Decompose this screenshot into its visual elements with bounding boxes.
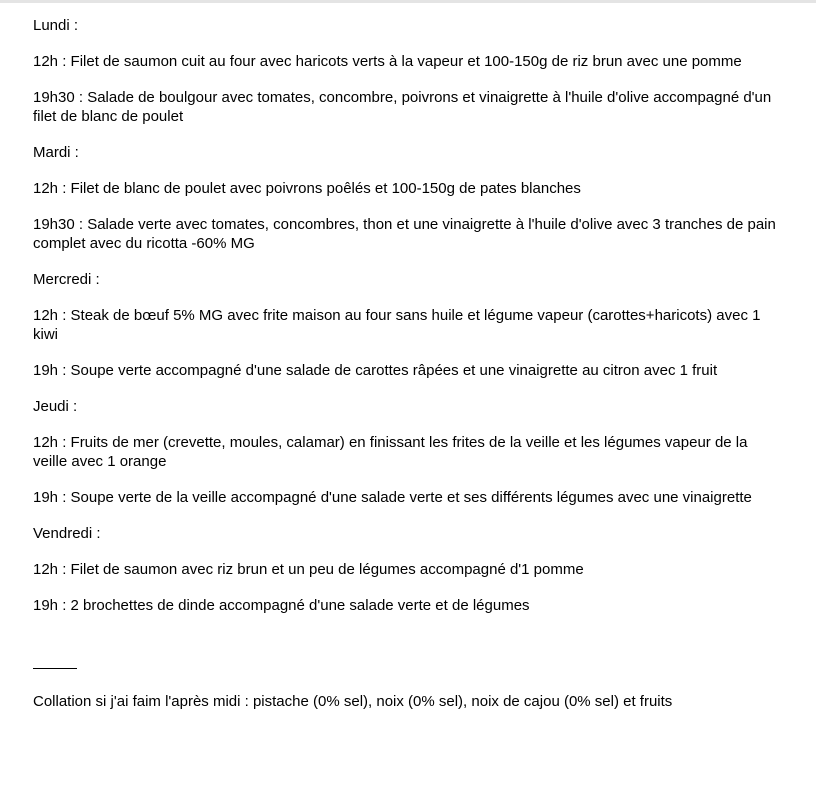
- meal-vendredi-midi: 12h : Filet de saumon avec riz brun et un peu de légumes accompagné d'1 pomme: [33, 561, 584, 578]
- document-page: [33, 16, 783, 728]
- meal-jeudi-midi: 12h : Fruits de mer (crevette, moules, calamar) en finissant les frites de la veille et les légumes vapeur de la veille avec 1 orange: [33, 434, 748, 470]
- blank-space: [33, 632, 783, 668]
- meal-mercredi-soir: 19h : Soupe verte accompagné d'une salade de carottes râpées et une vinaigrette au citron avec 1 fruit: [33, 362, 718, 379]
- day-heading-mercredi: Mercredi :: [33, 271, 100, 288]
- day-heading-jeudi: Jeudi :: [33, 398, 78, 415]
- meal-jeudi-soir: 19h : Soupe verte de la veille accompagné d'une salade verte et ses différents légumes avec une vinaigrette: [33, 489, 752, 506]
- day-heading-lundi: Lundi :: [33, 17, 79, 34]
- meal-mercredi-midi: 12h : Steak de bœuf 5% MG avec frite maison au four sans huile et légume vapeur (carottes+haricots) avec 1 kiwi: [33, 307, 761, 343]
- footnote-separator: [33, 668, 77, 669]
- meal-mardi-soir: 19h30 : Salade verte avec tomates, concombres, thon et une vinaigrette à l'huile d'olive avec 3 tranches de pain complet avec du ricotta -60% MG: [33, 216, 776, 252]
- page-top-edge: [0, 0, 816, 3]
- meal-lundi-midi: 12h : Filet de saumon cuit au four avec haricots verts à la vapeur et 100-150g de riz brun avec une pomme: [33, 53, 742, 70]
- meal-vendredi-soir: 19h : 2 brochettes de dinde accompagné d'une salade verte et de légumes: [33, 597, 530, 614]
- day-heading-mardi: Mardi :: [33, 144, 79, 161]
- meal-lundi-soir: 19h30 : Salade de boulgour avec tomates, concombre, poivrons et vinaigrette à l'huile d'olive accompagné d'un filet de blanc de poulet: [33, 89, 772, 125]
- meal-mardi-midi: 12h : Filet de blanc de poulet avec poivrons poêlés et 100-150g de pates blanches: [33, 180, 581, 197]
- footnote-collation: Collation si j'ai faim l'après midi : pistache (0% sel), noix (0% sel), noix de cajou (0% sel) et fruits: [33, 693, 673, 710]
- day-heading-vendredi: Vendredi :: [33, 525, 101, 542]
